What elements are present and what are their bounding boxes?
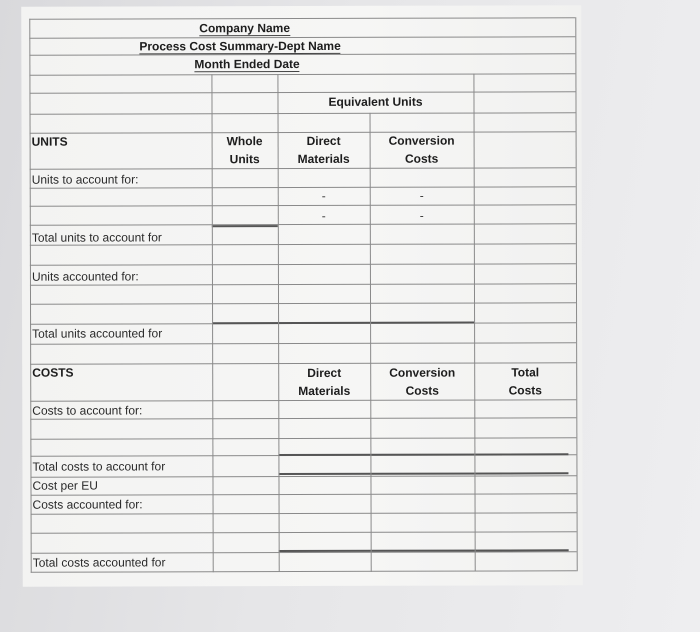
col-direct-materials: Direct bbox=[306, 133, 341, 148]
equivalent-units-header: Equivalent Units bbox=[328, 94, 423, 109]
grid-line bbox=[31, 570, 577, 572]
col-direct-materials-costs: Direct bbox=[307, 365, 342, 380]
grid-line bbox=[30, 223, 576, 225]
total-costs-to-account-for-label: Total costs to account for bbox=[32, 459, 166, 474]
col-whole-units: Units bbox=[229, 152, 260, 167]
costs-to-account-for-label: Costs to account for: bbox=[32, 403, 143, 418]
col-conversion-costs-costs: Conversion bbox=[389, 365, 456, 380]
period-label: Month Ended Date bbox=[194, 57, 300, 72]
grid-line bbox=[30, 437, 576, 439]
total-costs-accounted-for-label: Total costs accounted for bbox=[32, 555, 166, 570]
total-units-to-account-for-label: Total units to account for bbox=[31, 230, 162, 245]
dm-dash: - bbox=[321, 188, 326, 203]
col-direct-materials-costs: Materials bbox=[298, 383, 351, 399]
col-total-costs: Costs bbox=[508, 383, 542, 398]
grid-line bbox=[29, 91, 575, 93]
units-label: UNITS bbox=[31, 134, 68, 149]
grid-line bbox=[30, 112, 576, 114]
dm-dash: - bbox=[321, 208, 326, 223]
units-to-account-for-label: Units to account for: bbox=[31, 172, 139, 187]
grid-line bbox=[575, 17, 577, 571]
total-underline bbox=[212, 225, 278, 227]
summary-title: Process Cost Summary-Dept Name bbox=[139, 38, 341, 54]
col-whole-units: Whole bbox=[226, 134, 263, 149]
grid-line bbox=[30, 417, 576, 419]
cc-dash: - bbox=[419, 188, 424, 203]
grid-line bbox=[29, 19, 31, 573]
col-conversion-costs: Costs bbox=[404, 151, 439, 166]
grid-line bbox=[31, 531, 577, 533]
costs-label: COSTS bbox=[32, 365, 74, 380]
grid-line bbox=[31, 512, 577, 514]
grid-line bbox=[30, 263, 576, 265]
grid-line bbox=[29, 17, 575, 19]
units-accounted-for-label: Units accounted for: bbox=[31, 269, 139, 284]
col-conversion-costs-costs: Costs bbox=[405, 383, 439, 398]
grid-line bbox=[30, 362, 576, 364]
col-conversion-costs: Conversion bbox=[388, 133, 455, 148]
grid-line bbox=[30, 204, 576, 206]
cost-summary-form bbox=[21, 5, 583, 586]
costs-accounted-for-label: Costs accounted for: bbox=[32, 497, 143, 512]
col-direct-materials: Materials bbox=[297, 151, 350, 167]
grid-line bbox=[29, 73, 575, 75]
grid-line bbox=[30, 475, 576, 477]
col-total-costs: Total bbox=[511, 365, 540, 380]
grid-line bbox=[30, 302, 576, 304]
cost-per-eu-label: Cost per EU bbox=[32, 478, 98, 493]
grid-line bbox=[30, 399, 576, 401]
grid-line bbox=[30, 167, 576, 169]
total-underline bbox=[278, 453, 568, 456]
grid-line bbox=[31, 493, 577, 495]
grid-line bbox=[30, 283, 576, 285]
cc-dash: - bbox=[419, 208, 424, 223]
total-underline bbox=[212, 322, 474, 325]
total-units-accounted-for-label: Total units accounted for bbox=[32, 326, 163, 341]
grid-line bbox=[30, 342, 576, 344]
company-name: Company Name bbox=[199, 21, 291, 36]
